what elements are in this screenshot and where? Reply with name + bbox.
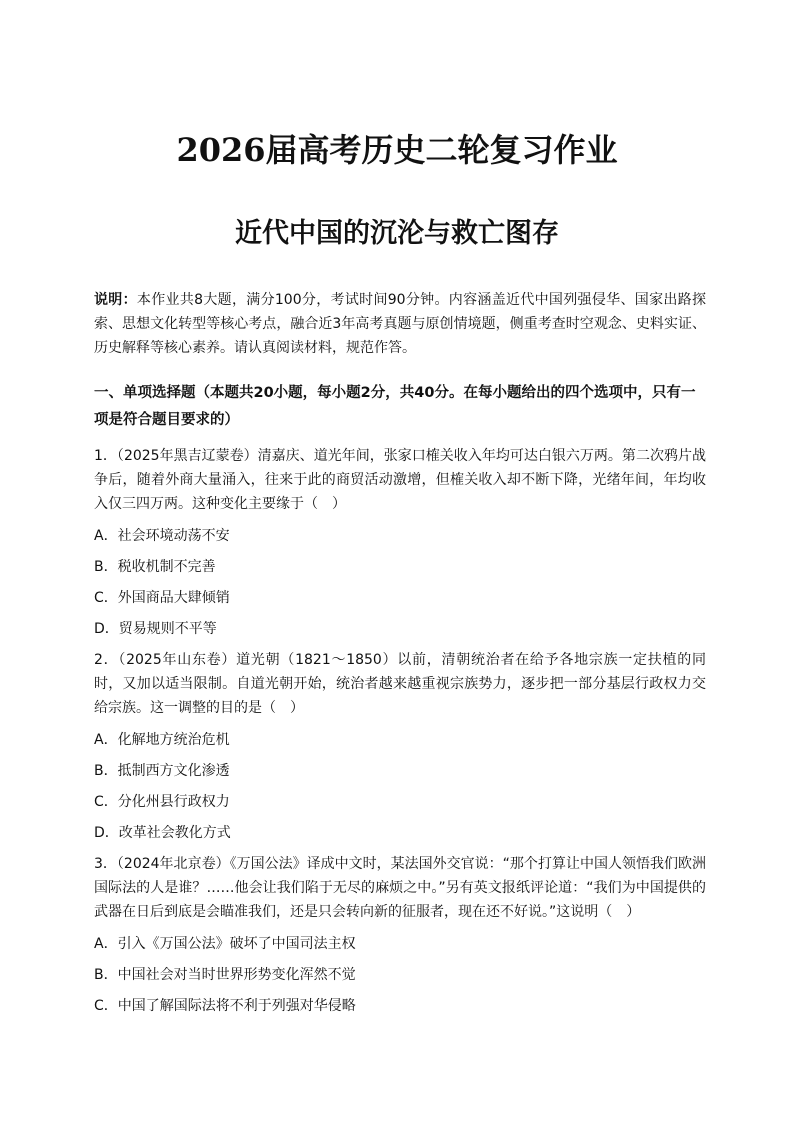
question-1: [94, 444, 706, 641]
question-3: [94, 852, 706, 1018]
instructions-text: 本作业共8大题，满分100分，考试时间90分钟。内容涵盖近代中国列强侵华、国家出路探索、思想文化转型等核心考点，融合近3年高考真题与原创情境题，侧重考查时空观念、史料实证、历史解释等核心素养。请认真阅读材料，规范作答。: [94, 292, 706, 356]
option-c: C．外国商品大肆倾销: [94, 590, 230, 606]
option-c: C．分化州县行政权力: [94, 794, 230, 810]
question-2: [94, 648, 706, 845]
option-d: D．改革社会教化方式: [94, 825, 231, 841]
question-stem: 1．（2025年黑吉辽蒙卷）清嘉庆、道光年间，张家口榷关收入年均可达白银六万两。第二次鸦片战争后，随着外商大量涌入，往来于此的商贸活动激增，但榷关收入却不断下降，光绪年间，年均收入仅三四万两。这种变化主要缘于（ ）: [94, 448, 706, 512]
instructions-note: [94, 288, 706, 360]
question-stem: 2．（2025年山东卷）道光朝（1821～1850）以前，清朝统治者在给予各地宗族一定扶植的同时，又加以适当限制。自道光朝开始，统治者越来越重视宗族势力，逐步把一部分基层行政权力交给宗族。这一调整的目的是（ ）: [94, 652, 706, 716]
instructions-label: 说明：: [94, 292, 137, 308]
question-stem: 3．（2024年北京卷）《万国公法》译成中文时，某法国外交官说：“那个打算让中国人领悟我们欧洲国际法的人是谁？……他会让我们陷于无尽的麻烦之中。”另有英文报纸评论道：“我们为中国提供的武器在日后到底是会瞄准我们，还是只会转向新的征服者，现在还不好说。”这说明（ ）: [94, 856, 706, 920]
option-b: B．中国社会对当时世界形势变化浑然不觉: [94, 967, 356, 983]
option-a: A．引入《万国公法》破坏了中国司法主权: [94, 936, 356, 952]
section-heading-single-choice: 一、单项选择题（本题共20小题，每小题2分，共40分。在每小题给出的四个选项中，只有一项是符合题目要求的）: [94, 385, 696, 428]
document-subtitle: 近代中国的沉沦与救亡图存: [235, 218, 559, 249]
option-c: C．中国了解国际法将不利于列强对华侵略: [94, 998, 356, 1014]
document-body: [94, 288, 706, 1025]
option-b: B．抵制西方文化渗透: [94, 763, 230, 779]
option-b: B．税收机制不完善: [94, 559, 216, 575]
document-title: 2026届高考历史二轮复习作业: [176, 131, 618, 169]
option-d: D．贸易规则不平等: [94, 621, 217, 637]
option-a: A．社会环境动荡不安: [94, 528, 230, 544]
option-a: A．化解地方统治危机: [94, 732, 230, 748]
